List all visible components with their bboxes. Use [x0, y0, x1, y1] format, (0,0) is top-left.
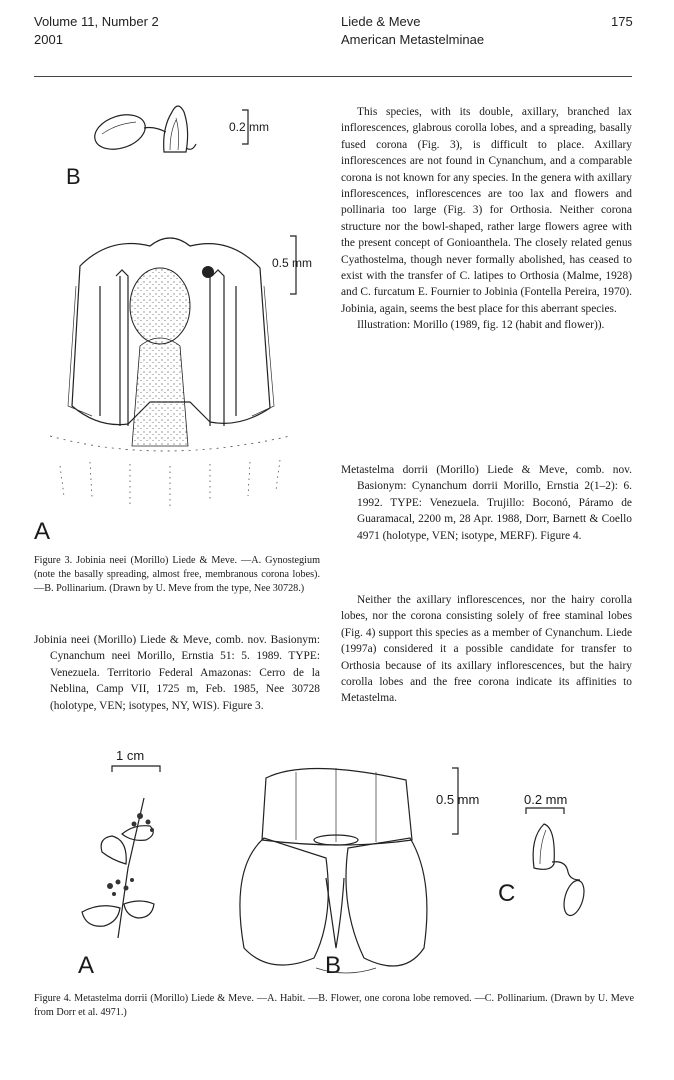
species-entry-jobinia: Jobinia neei (Morillo) Liede & Meve, comb. nov. Basionym: Cynanchum neei Morillo, Ernstia 51: 5. 1989. TYPE: Venezuela. Territorio Federal Amazonas: Cerro de la Neblina, Camp VII, 1725 m, Feb. 1985, Nee 30728 (holotype, VEN; isotypes, NY, WIS). Figure 3.: [34, 634, 320, 712]
journal-volume: Volume 11, Number 2: [34, 14, 159, 29]
running-title: American Metastelminae: [341, 32, 485, 47]
right-column-entry: [341, 462, 632, 544]
fig3-gynostegium-drawing: [40, 226, 313, 526]
fig4-scale-02-label: 0.2 mm: [524, 792, 568, 807]
fig4-label-b: B: [325, 952, 342, 979]
right-column-bottom: [341, 592, 632, 707]
fig3-scale-b-label: 0.2 mm: [229, 120, 270, 134]
fig4-scale-05-label: 0.5 mm: [436, 792, 480, 807]
fig4-scale-bar-1cm: [110, 764, 164, 774]
fig4-label-c: C: [498, 880, 516, 907]
fig4-habit-drawing: [70, 794, 180, 944]
page-number: 175: [611, 14, 633, 29]
left-column: [34, 632, 320, 714]
illustration-note: Illustration: Morillo (1989, fig. 12 (habit and flower)).: [357, 319, 605, 332]
journal-year: 2001: [34, 32, 63, 47]
fig3-pollinarium-drawing: [90, 98, 210, 160]
fig4-scale-1cm-label: 1 cm: [116, 748, 145, 763]
species-entry-metastelma: Metastelma dorrii (Morillo) Liede & Meve, comb. nov. Basionym: Cynanchum dorrii Morillo, Ernstia 2(1–2): 6. 1992. TYPE: Venezuela. Trujillo: Boconó, Páramo de Guaramacal, 2200 m, 28 Apr. 1988, Dorr, Barnett & Coello 4971 (holotype, VEN; isotype, MERF). Figure 4.: [341, 464, 632, 542]
fig3-scale-a-label: 0.5 mm: [272, 256, 313, 270]
fig3-label-a: A: [34, 518, 51, 545]
running-authors: Liede & Meve: [341, 14, 421, 29]
fig3-label-b: B: [66, 164, 81, 189]
fig4-scale-bar-c: [524, 806, 568, 816]
fig4-label-a: A: [78, 952, 95, 979]
discussion-paragraph-1: This species, with its double, axillary, branched lax inflorescences, glabrous corolla lobes, and a spreading, basally fused corona (Fig. 3), is difficult to place. Axillary inflorescences are not found in Cynanchum, and a comparable corona is not known for any species. In the genera with axillary inflorescences, inflorescences are too lax and flowers and pollinaria too large (Fig. 3) for Orthosia. Neither corona structure nor the bowl-shaped, rather large flowers agree with the present concept of Gonioanthela. The closely related genus Cyathostelma, though never formally abolished, has ceased to exist with the transfer of C. latipes to Orthosia (Malme, 1928) and C. furcatum E. Fournier to Jobinia (Fontella Pereira, 1970). Jobinia, again, seems the best place for this aberrant species.: [341, 106, 632, 315]
fig3-caption: Figure 3. Jobinia neei (Morillo) Liede & Meve. —A. Gynostegium (note the basally spreading, almost free, membranous corona lobes). —B. Pollinarium. (Drawn by U. Meve from the type, Nee 30728.): [34, 555, 320, 594]
header-rule: [34, 76, 632, 77]
discussion-paragraph-2: Neither the axillary inflorescences, nor the hairy corolla lobes, nor the corona consisting solely of free staminal lobes (Fig. 4) support this species as a member of Cynanchum. Liede (1997a) considered it a possible candidate for transfer to Orthosia because of its axillary inflorescences, but the hairy corolla lobes and the free corona indicate its affinities to Metastelma.: [341, 594, 632, 705]
fig4-caption: Figure 4. Metastelma dorrii (Morillo) Liede & Meve. —A. Habit. —B. Flower, one corona lobe removed. —C. Pollinarium. (Drawn by U. Meve from Dorr et al. 4971.): [34, 993, 634, 1018]
fig4-pollinarium-drawing: [526, 820, 596, 920]
right-column-top: [341, 104, 632, 334]
fig4-flower-drawing: [236, 758, 442, 980]
